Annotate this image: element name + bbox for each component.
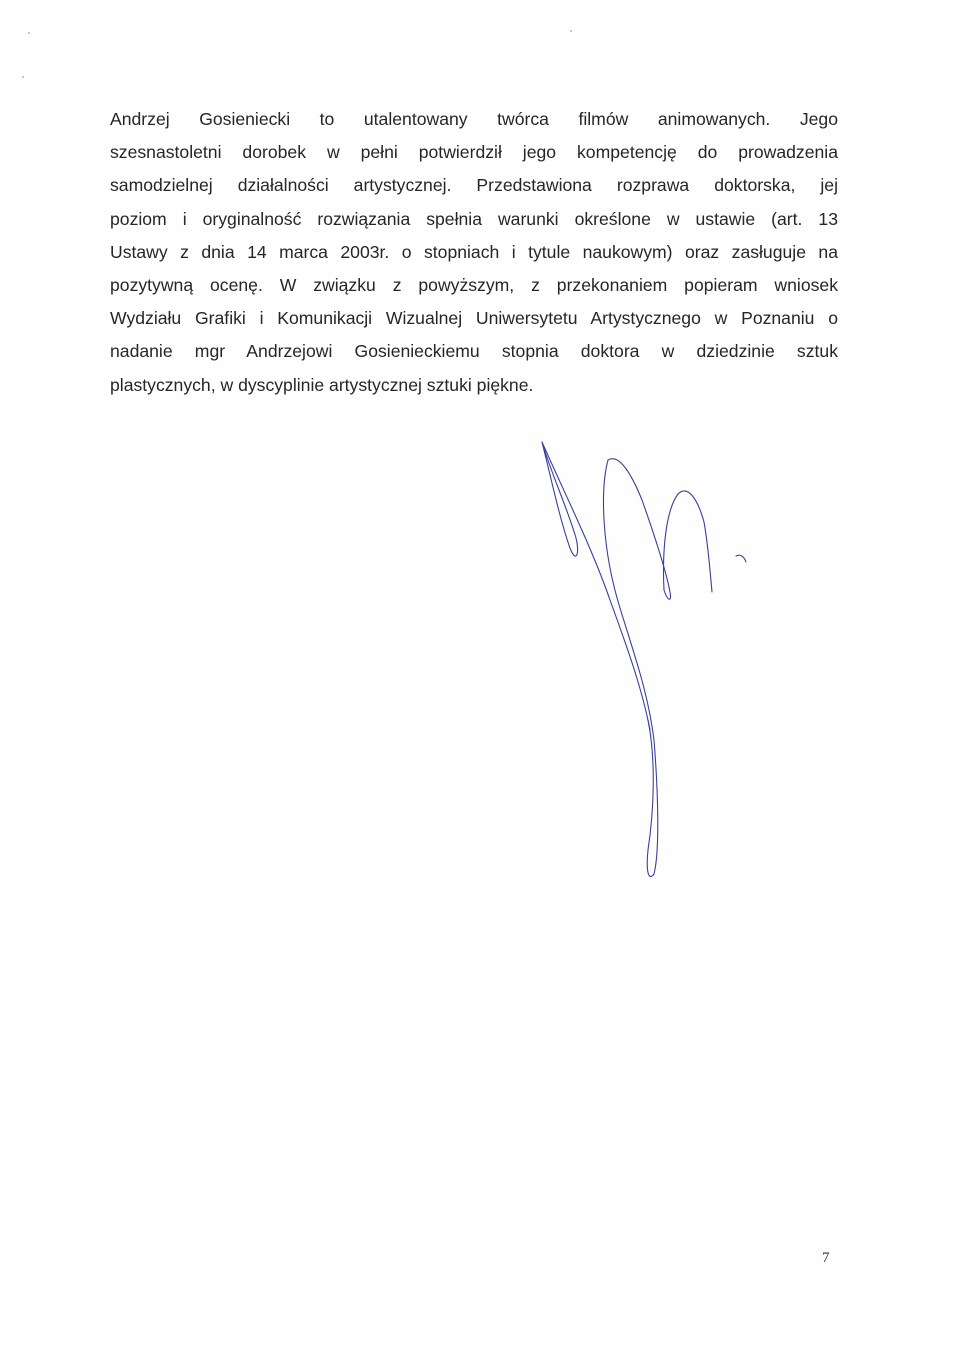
paragraph-line: Andrzej Gosieniecki to utalentowany twórca filmów animowanych. Jego xyxy=(110,109,838,129)
paragraph-line: pozytywną ocenę. W związku z powyższym, z przekonaniem popieram wniosek xyxy=(110,275,838,296)
paragraph-line: Wydziału Grafiki i Komunikacji Wizualnej Uniwersytetu Artystycznego w Poznaniu o xyxy=(110,308,838,329)
paragraph-line: nadanie mgr Andrzejowi Gosienieckiemu stopnia doktora w dziedzinie sztuk xyxy=(110,341,838,362)
paragraph-line: plastycznych, w dyscyplinie artystycznej sztuki piękne. xyxy=(110,374,534,395)
paragraph-line: szesnastoletni dorobek w pełni potwierdził jego kompetencję do prowadzenia xyxy=(110,142,838,163)
scan-speck xyxy=(28,32,30,34)
handwritten-signature-icon xyxy=(530,430,770,890)
page-number: 7 xyxy=(822,1250,830,1266)
scan-speck xyxy=(570,30,572,32)
scan-speck xyxy=(22,76,24,78)
paragraph-line: Ustawy z dnia 14 marca 2003r. o stopniach i tytule naukowym) oraz zasługuje na xyxy=(110,241,838,262)
paragraph-line: poziom i oryginalność rozwiązania spełnia warunki określone w ustawie (art. 13 xyxy=(110,208,838,229)
paragraph-line: samodzielnej działalności artystycznej. Przedstawiona rozprawa doktorska, jej xyxy=(110,175,838,196)
body-paragraph xyxy=(110,103,838,402)
